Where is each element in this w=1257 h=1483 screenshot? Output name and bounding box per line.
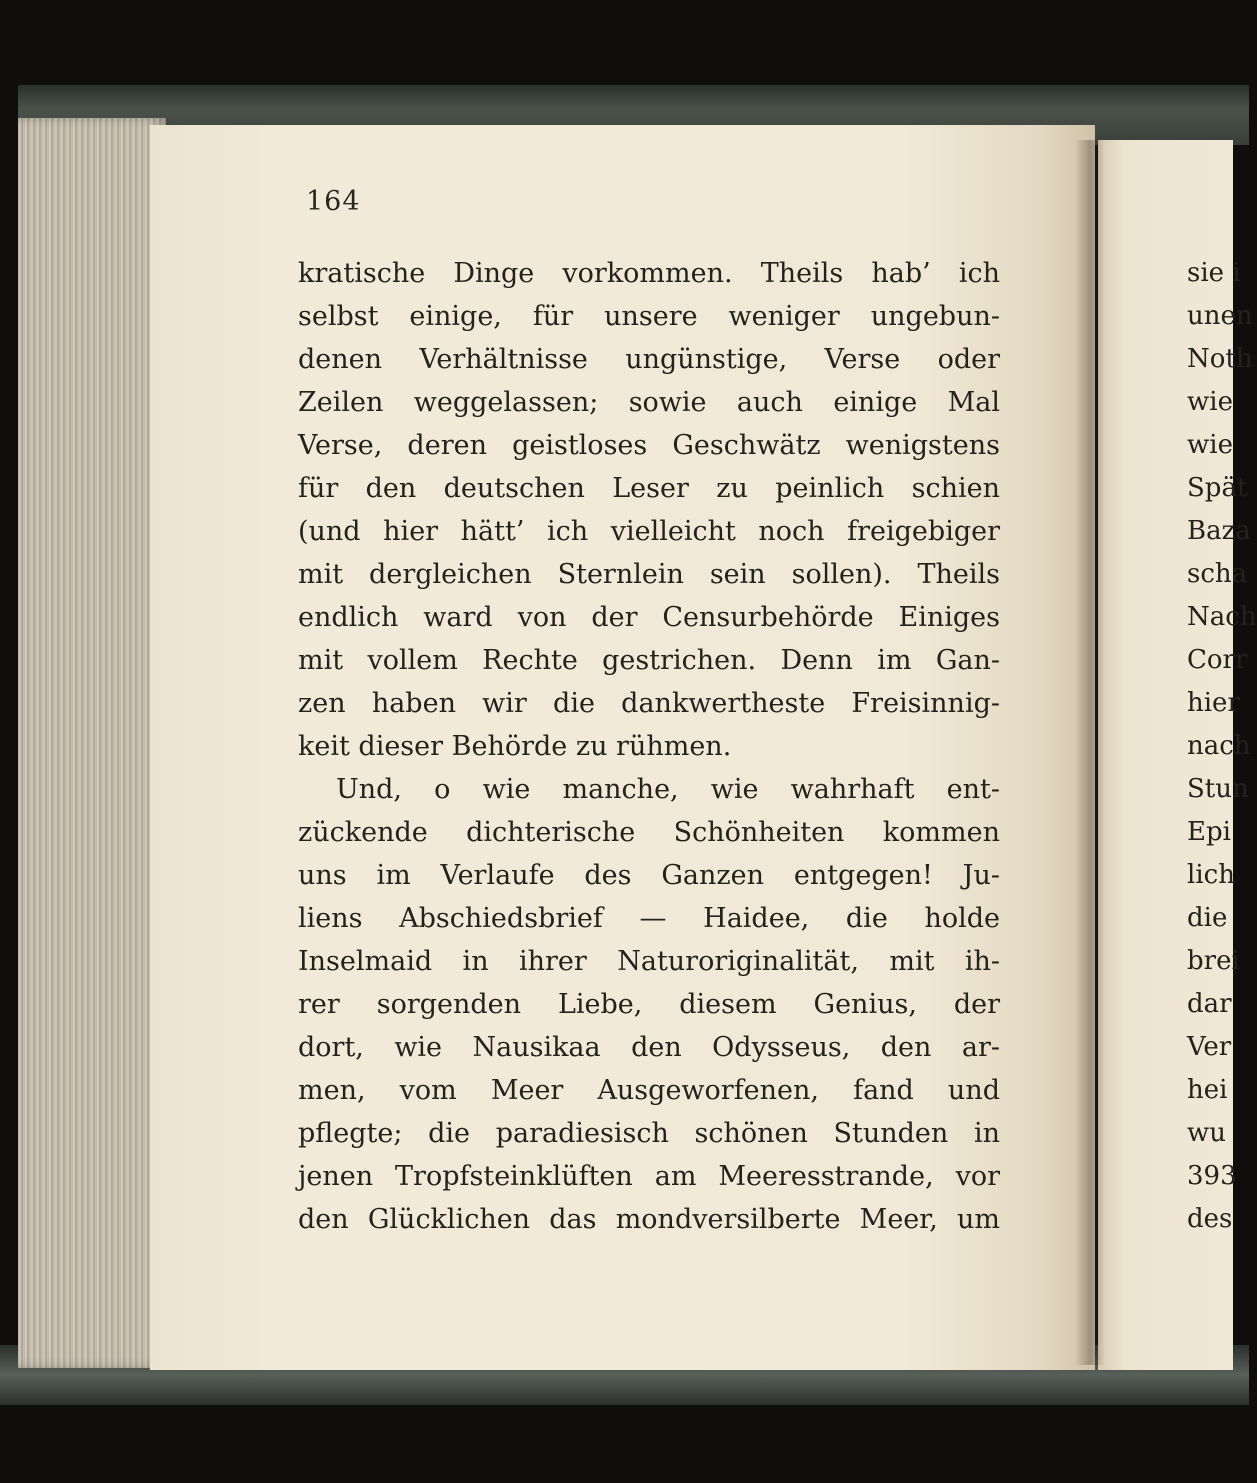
right-text-line: Baza [1187, 516, 1251, 546]
text-line: endlich ward von der Censurbehörde Einiges [298, 602, 1000, 633]
text-line: selbst einige, für unsere weniger ungebun- [298, 301, 1000, 332]
text-line: für den deutschen Leser zu peinlich schien [298, 473, 1000, 504]
text-line: den Glücklichen das mondversilberte Meer, um [298, 1204, 1000, 1235]
right-text-line: Spät [1187, 473, 1248, 503]
right-text-line: wu [1187, 1118, 1226, 1148]
right-text-line: Corr [1187, 645, 1248, 675]
text-line: jenen Tropfsteinklüften am Meeresstrande, vor [298, 1161, 1000, 1192]
text-line: liens Abschiedsbrief — Haidee, die holde [298, 903, 1000, 934]
right-text-line: sie i [1187, 258, 1241, 288]
text-line: rer sorgenden Liebe, diesem Genius, der [298, 989, 1000, 1020]
right-text-line: unen [1187, 301, 1253, 331]
text-line: (und hier hätt’ ich vielleicht noch freigebiger [298, 516, 1000, 547]
text-line: Zeilen weggelassen; sowie auch einige Mal [298, 387, 1000, 418]
text-line: Verse, deren geistloses Geschwätz wenigstens [298, 430, 1000, 461]
right-text-line: hei [1187, 1075, 1228, 1105]
right-text-line: Nach [1187, 602, 1257, 632]
right-text-line: dar [1187, 989, 1232, 1019]
right-text-line: Ver [1187, 1032, 1232, 1062]
right-text-line: Stun [1187, 774, 1249, 804]
right-text-line: Noth [1187, 344, 1253, 374]
text-line: mit dergleichen Sternlein sein sollen). Theils [298, 559, 1000, 590]
right-text-line: lich [1187, 860, 1235, 890]
text-line: zen haben wir die dankwertheste Freisinnig- [298, 688, 1000, 719]
text-line: men, vom Meer Ausgeworfenen, fand und [298, 1075, 1000, 1106]
right-page-text [1187, 252, 1257, 1241]
right-text-line: brei [1187, 946, 1240, 976]
right-text-line: des [1187, 1204, 1233, 1234]
text-line: denen Verhältnisse ungünstige, Verse oder [298, 344, 1000, 375]
right-text-line: die [1187, 903, 1228, 933]
right-text-line: wie [1187, 387, 1233, 417]
right-text-line: 393 [1187, 1161, 1237, 1191]
text-line: pflegte; die paradiesisch schönen Stunden in [298, 1118, 1000, 1149]
text-line: zückende dichterische Schönheiten kommen [298, 817, 1000, 848]
right-text-line: wie [1187, 430, 1233, 460]
right-text-line: Epi [1187, 817, 1231, 847]
book-gutter [1075, 140, 1105, 1365]
text-line: kratische Dinge vorkommen. Theils hab’ ich [298, 258, 1000, 289]
text-line: dort, wie Nausikaa den Odysseus, den ar- [298, 1032, 1000, 1063]
text-line: Inselmaid in ihrer Naturoriginalität, mit ih- [298, 946, 1000, 977]
right-text-line: scha [1187, 559, 1248, 589]
page-edges [18, 118, 166, 1368]
text-line: mit vollem Rechte gestrichen. Denn im Gan- [298, 645, 1000, 676]
text-line: keit dieser Behörde zu rühmen. [298, 731, 732, 762]
right-text-line: nach [1187, 731, 1251, 761]
page-number: 164 [306, 186, 361, 217]
right-text-line: hier [1187, 688, 1240, 718]
text-line: uns im Verlaufe des Ganzen entgegen! Ju- [298, 860, 1000, 891]
left-page-text [298, 252, 1000, 1241]
text-line: Und, o wie manche, wie wahrhaft ent- [336, 774, 1000, 805]
